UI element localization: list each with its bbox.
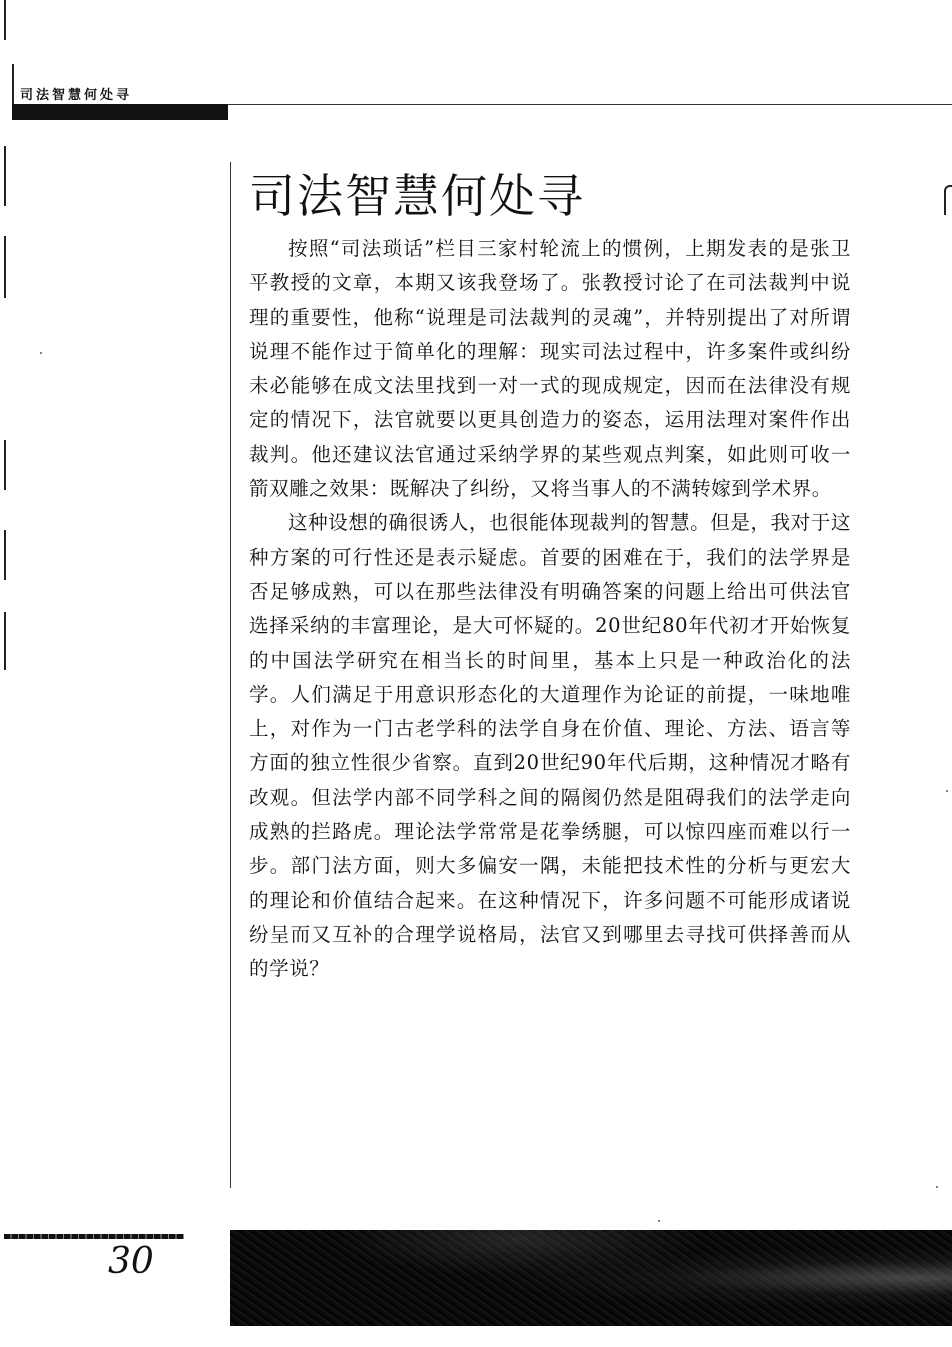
scan-edge-mark xyxy=(4,612,6,670)
header-bar xyxy=(12,104,228,120)
scan-speck xyxy=(936,1186,938,1188)
scan-edge-mark xyxy=(4,0,6,40)
scan-edge-mark xyxy=(4,146,6,206)
running-header-title: 司法智慧何处寻 xyxy=(20,88,133,103)
scan-edge-mark xyxy=(4,530,6,580)
footer-rule xyxy=(4,1234,184,1239)
article-paragraph-1: 按照“司法琐话”栏目三家村轮流上的惯例，上期发表的是张卫平教授的文章，本期又该我登场了。张教授讨论了在司法裁判中说理的重要性，他称“说理是司法裁判的灵魂”，并特别提出了对所谓说理不能作过于简单化的理解：现实司法过程中，许多案件或纠纷未必能够在成文法里找到一对一式的现成规定，因而在法律没有规定的情况下，法官就要以更具创造力的姿态，运用法理对案件作出裁判。他还建议法官通过采纳学界的某些观点判案，如此则可收一箭双雕之效果：既解决了纠纷，又将当事人的不满转嫁到学术界。 xyxy=(249,237,851,501)
column-rule xyxy=(230,162,231,1188)
margin-mark xyxy=(944,185,952,215)
scan-speck xyxy=(658,1220,660,1222)
article-title: 司法智慧何处寻 xyxy=(249,169,585,223)
footer-band xyxy=(230,1230,952,1326)
header-tick-mark xyxy=(12,64,14,104)
scan-speck xyxy=(946,790,948,792)
page-number: 30 xyxy=(108,1241,154,1282)
scan-edge-mark xyxy=(4,236,6,298)
article-paragraph-2: 这种设想的确很诱人，也很能体现裁判的智慧。但是，我对于这种方案的可行性还是表示疑虑。首要的困难在于，我们的法学界是否足够成熟，可以在那些法律没有明确答案的问题上给出可供法官选择采纳的丰富理论，是大可怀疑的。20世纪80年代初才开始恢复的中国法学研究在相当长的时间里，基本上只是一种政治化的法学。人们满足于用意识形态化的大道理作为论证的前提，一味地唯上，对作为一门古老学科的法学自身在价值、理论、方法、语言等方面的独立性很少省察。直到20世纪90年代后期，这种情况才略有改观。但法学内部不同学科之间的隔阂仍然是阻碍我们的法学走向成熟的拦路虎。理论法学常常是花拳绣腿，可以惊四座而难以行一步。部门法方面，则大多偏安一隅，未能把技术性的分析与更宏大的理论和价值结合起来。在这种情况下，许多问题不可能形成诸说纷呈而又互补的合理学说格局，法官又到哪里去寻找可供择善而从的学说？ xyxy=(249,511,851,981)
article-body xyxy=(249,232,851,987)
scan-speck xyxy=(40,352,42,354)
scan-edge-mark xyxy=(4,440,6,490)
